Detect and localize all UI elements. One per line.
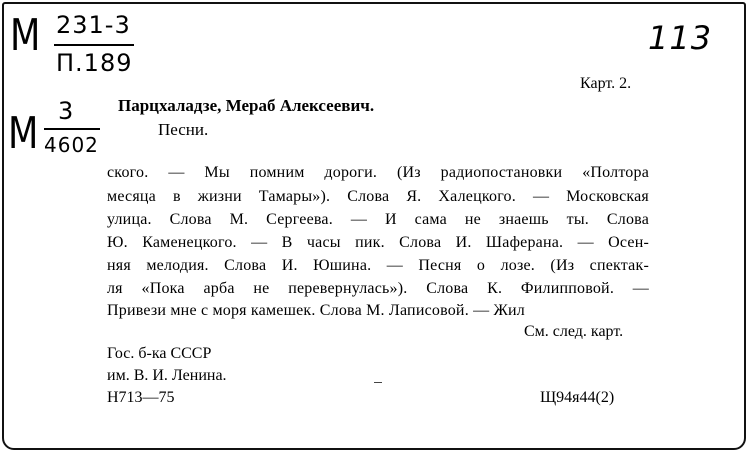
body-line: няя мелодия. Слова И. Юшина. — Песня о лозе. (Из спектак-	[107, 257, 649, 274]
shelfmark-1-numerator: 231-3	[56, 11, 131, 39]
shelfmark-2-numerator: 3	[58, 97, 75, 125]
body-line: Ю. Каменецкого. — В часы пик. Слова И. Шаферана. — Осен-	[107, 234, 649, 251]
catalog-code: Щ94я44(2)	[540, 389, 615, 406]
card-number: Карт. 2.	[580, 75, 632, 92]
library-line: Гос. б-ка СССР	[107, 345, 212, 362]
shelfmark-1-denominator: П.189	[56, 49, 133, 77]
body-line: месяца в жизни Тамары»). Слова Я. Халецкого. — Московская	[107, 188, 649, 205]
body-line: Привези мне с моря камешек. Слова М. Лаписовой. — Жил	[107, 302, 525, 319]
order-code: Н713—75	[107, 389, 175, 406]
corner-handwritten-mark: 113	[648, 19, 713, 57]
body-line: улица. Слова М. Сергеева. — И сама не знаешь ты. Слова	[107, 211, 649, 228]
stray-mark	[374, 382, 382, 383]
catalog-card	[2, 2, 746, 450]
shelfmark-2-fraction-line	[44, 128, 100, 130]
author-heading: Парцхаладзе, Мераб Алексеевич.	[118, 96, 375, 115]
continuation-note: См. след. карт.	[524, 323, 624, 340]
shelfmark-1-fraction-line	[54, 44, 134, 46]
body-line: ского. — Мы помним дороги. (Из радиопостановки «Полтора	[107, 164, 649, 181]
body-line: ля «Пока арба не перевернулась»). Слова К. Филипповой. —	[107, 280, 649, 297]
shelfmark-2-denominator: 4602	[44, 133, 99, 157]
shelfmark-2-letter: М	[8, 108, 40, 159]
shelfmark-1-letter: М	[10, 10, 42, 61]
title: Песни.	[158, 120, 209, 139]
library-line: им. В. И. Ленина.	[107, 367, 227, 384]
